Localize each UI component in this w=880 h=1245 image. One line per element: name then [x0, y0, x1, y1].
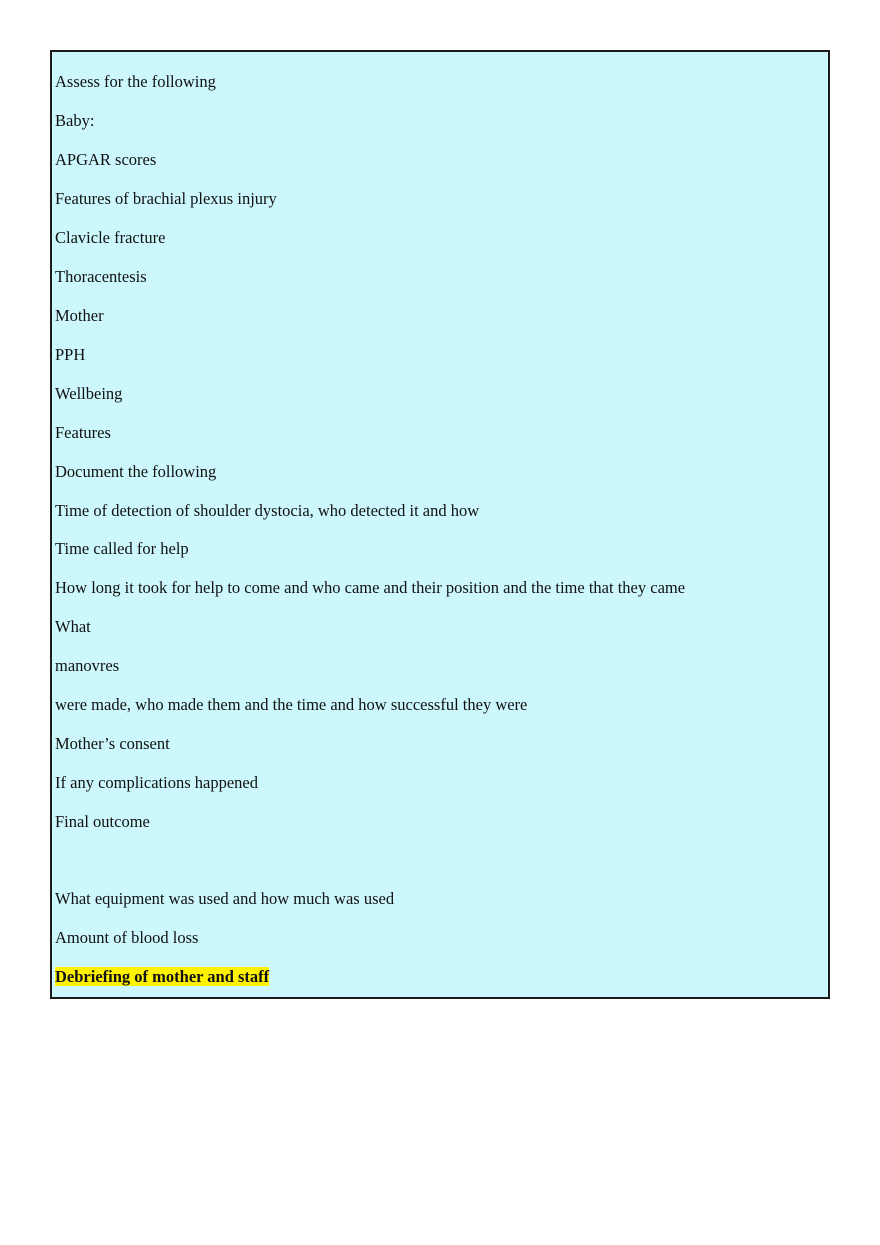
text-line-clavicle: Clavicle fracture — [55, 228, 166, 247]
text-line-assess: Assess for the following — [55, 72, 216, 91]
debriefing-line — [55, 967, 269, 987]
text-line-wellbeing: Wellbeing — [55, 384, 123, 403]
text-line-mother: Mother — [55, 306, 104, 325]
text-line-features: Features — [55, 423, 111, 442]
text-line-equipment: What equipment was used and how much was used — [55, 889, 395, 908]
text-line-how-long: How long it took for help to come and who came and their position and the time that they came — [55, 578, 686, 597]
text-line-document: Document the following — [55, 462, 217, 481]
text-line-manovres: manovres — [55, 656, 120, 675]
text-line-time-detection: Time of detection of shoulder dystocia, who detected it and how — [55, 501, 480, 520]
text-line-brachial-plexus: Features of brachial plexus injury — [55, 189, 277, 208]
text-line-baby: Baby: — [55, 111, 95, 130]
text-line-thoracentesis: Thoracentesis — [55, 267, 147, 286]
text-line-final-outcome: Final outcome — [55, 812, 150, 831]
text-line-were-made: were made, who made them and the time and how successful they were — [55, 695, 528, 714]
text-line-consent: Mother’s consent — [55, 734, 170, 753]
highlighted-debriefing-text: Debriefing of mother and staff — [55, 967, 270, 986]
text-line-pph: PPH — [55, 345, 86, 364]
text-line-complications: If any complications happened — [55, 773, 258, 792]
text-line-blood-loss: Amount of blood loss — [55, 928, 199, 947]
text-line-what: What — [55, 617, 91, 636]
content-box — [50, 50, 830, 999]
text-line-time-called: Time called for help — [55, 539, 189, 558]
text-line-apgar: APGAR scores — [55, 150, 157, 169]
